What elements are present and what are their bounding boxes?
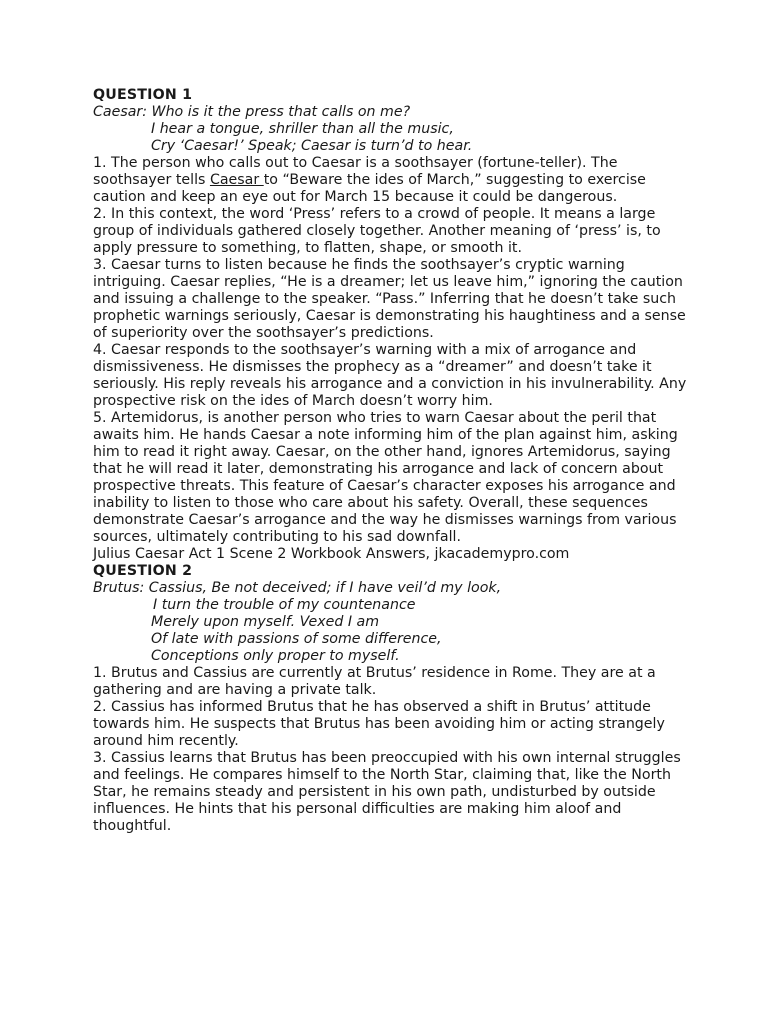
question-1-answer-1 xyxy=(93,155,693,206)
question-1-quote-line: I hear a tongue, shriller than all the music, xyxy=(151,121,454,137)
question-2-quote-line: I turn the trouble of my countenance xyxy=(153,597,416,613)
question-1-answer-4: 4. Caesar responds to the soothsayer’s warning with a mix of arrogance and dismissiveness. He dismisses the prophecy as a “dreamer” and doesn’t take it seriously. His reply reveals his arrogance and a conviction in his invulnerability. Any prospective risk on the ides of March doesn’t worry him. xyxy=(93,342,687,409)
question-1-heading: QUESTION 1 xyxy=(93,87,193,103)
question-2-answer-2: 2. Cassius has informed Brutus that he has observed a shift in Brutus’ attitude towards him. He suspects that Brutus has been avoiding him or acting strangely around him recently. xyxy=(93,699,665,749)
question-2-answer-3: 3. Cassius learns that Brutus has been preoccupied with his own internal struggles and feelings. He compares himself to the North Star, claiming that, like the North Star, he remains steady and persistent in his own path, undisturbed by outside influences. He hints that his personal difficulties are making him aloof and thoughtful. xyxy=(93,750,681,834)
question-2-quote-line: Merely upon myself. Vexed I am xyxy=(151,614,380,630)
source-line: Julius Caesar Act 1 Scene 2 Workbook Answers, jkacademypro.com xyxy=(93,546,570,562)
answer-text: 1. The person who calls out to Caesar is a soothsayer (fortune-teller). The soothsayer tells xyxy=(93,155,618,188)
question-2-quote-line: Brutus: Cassius, Be not deceived; if I have veil’d my look, xyxy=(93,580,502,596)
answer-text: to “Beware the ides of March,” suggesting to exercise caution and keep an eye out for March 15 because it could be dangerous. xyxy=(93,172,646,205)
document-page xyxy=(93,87,693,835)
underlined-word: Caesar xyxy=(209,172,264,188)
question-1-answer-2: 2. In this context, the word ‘Press’ refers to a crowd of people. It means a large group of individuals gathered closely together. Another meaning of ‘press’ is, to apply pressure to something, to flatten, shape, or smooth it. xyxy=(93,206,661,256)
question-2-quote-line: Of late with passions of some difference, xyxy=(151,631,442,647)
question-1-quote-line: Cry ‘Caesar!’ Speak; Caesar is turn’d to hear. xyxy=(151,138,473,154)
question-2-answer-1: 1. Brutus and Cassius are currently at Brutus’ residence in Rome. They are at a gathering and are having a private talk. xyxy=(93,665,656,698)
question-2-heading: QUESTION 2 xyxy=(93,563,193,579)
question-1-answer-5: 5. Artemidorus, is another person who tries to warn Caesar about the peril that awaits him. He hands Caesar a note informing him of the plan against him, asking him to read it right away. Caesar, on the other hand, ignores Artemidorus, saying that he will read it later, demonstrating his arrogance and lack of concern about prospective threats. This feature of Caesar’s character exposes his arrogance and inability to listen to those who care about his safety. Overall, these sequences demonstrate Caesar’s arrogance and the way he dismisses warnings from various sources, ultimately contributing to his sad downfall. xyxy=(93,410,678,545)
question-1-quote-line: Caesar: Who is it the press that calls on me? xyxy=(93,104,411,120)
question-1-answer-3: 3. Caesar turns to listen because he finds the soothsayer’s cryptic warning intriguing. Caesar replies, “He is a dreamer; let us leave him,” ignoring the caution and issuing a challenge to the speaker. “Pass.” Inferring that he doesn’t take such prophetic warnings seriously, Caesar is demonstrating his haughtiness and a sense of superiority over the soothsayer’s predictions. xyxy=(93,257,686,341)
question-2-quote-line: Conceptions only proper to myself. xyxy=(151,648,400,664)
